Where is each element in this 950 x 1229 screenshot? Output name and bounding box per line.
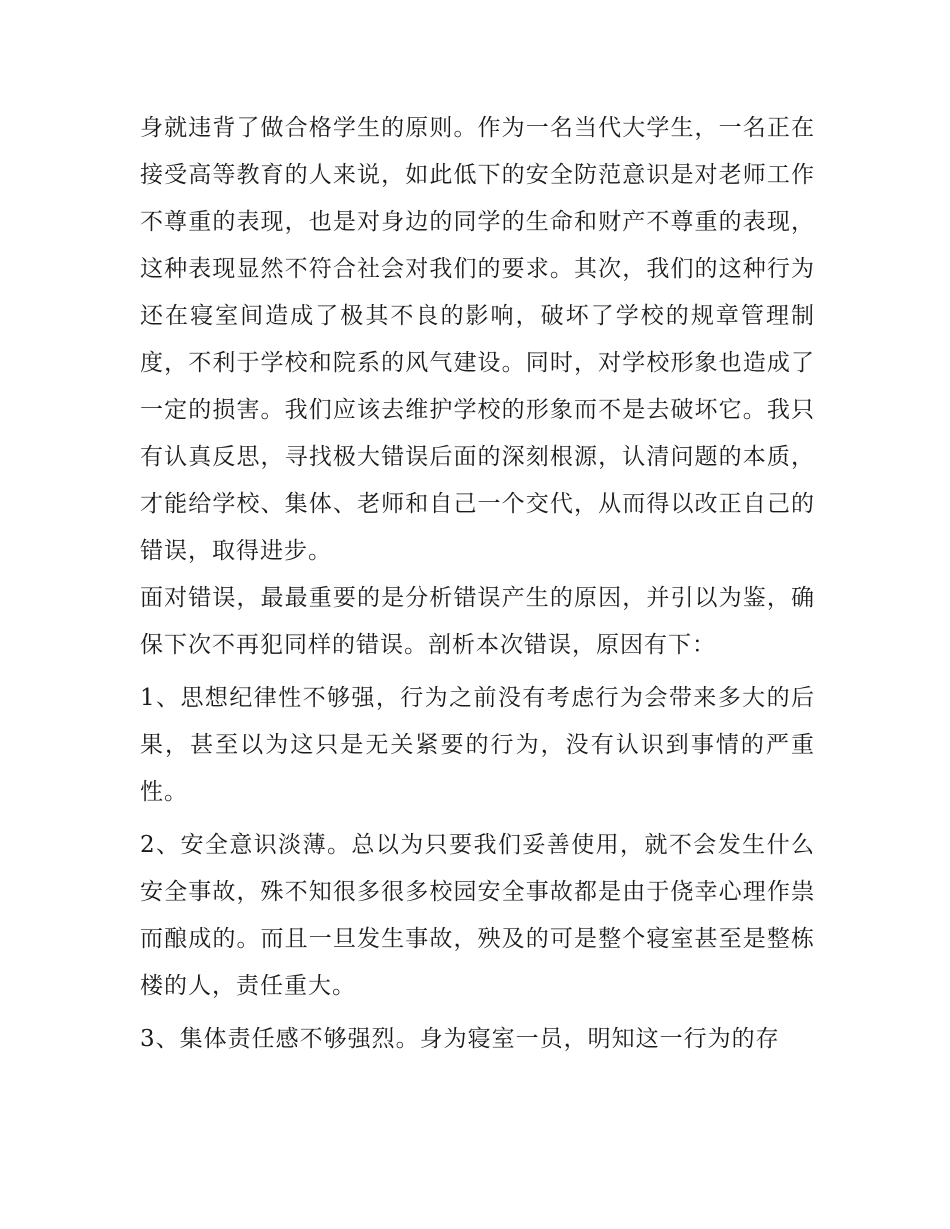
paragraph-analysis-intro: 面对错误，最最重要的是分析错误产生的原因，并引以为鉴，确保下次不再犯同样的错误。剖析本次错误，原因有下： bbox=[140, 585, 815, 658]
paragraph-consequences: 身就违背了做合格学生的原则。作为一名当代大学生，一名正在接受高等教育的人来说，如此低下的安全防范意识是对老师工作不尊重的表现，也是对身边的同学的生命和财产不尊重的表现，这种表现显然不符合社会对我们的要求。其次，我们的这种行为还在寝室间造成了极其不良的影响，破坏了学校的规章管理制度，不利于学校和院系的风气建设。同时，对学校形象也造成了一定的损害。我们应该去维护学校的形象而不是去破坏它。我只有认真反思，寻找极大错误后面的深刻根源，认清问题的本质，才能给学校、集体、老师和自己一个交代，从而得以改正自己的错误，取得进步。 bbox=[140, 115, 815, 564]
list-item-discipline: 1、思想纪律性不够强，行为之前没有考虑行为会带来多大的后果，甚至以为这只是无关紧要的行为，没有认识到事情的严重性。 bbox=[140, 685, 815, 805]
list-item-safety-awareness: 2、安全意识淡薄。总以为只要我们妥善使用，就不会发生什么安全事故，殊不知很多很多校园安全事故都是由于侥幸心理作祟而酿成的。而且一旦发生事故，殃及的可是整个寝室甚至是整栋楼的人，责任重大。 bbox=[140, 832, 815, 999]
list-item-collective-responsibility: 3、集体责任感不够强烈。身为寝室一员，明知这一行为的存 bbox=[140, 1026, 780, 1052]
document-body bbox=[140, 105, 815, 1063]
